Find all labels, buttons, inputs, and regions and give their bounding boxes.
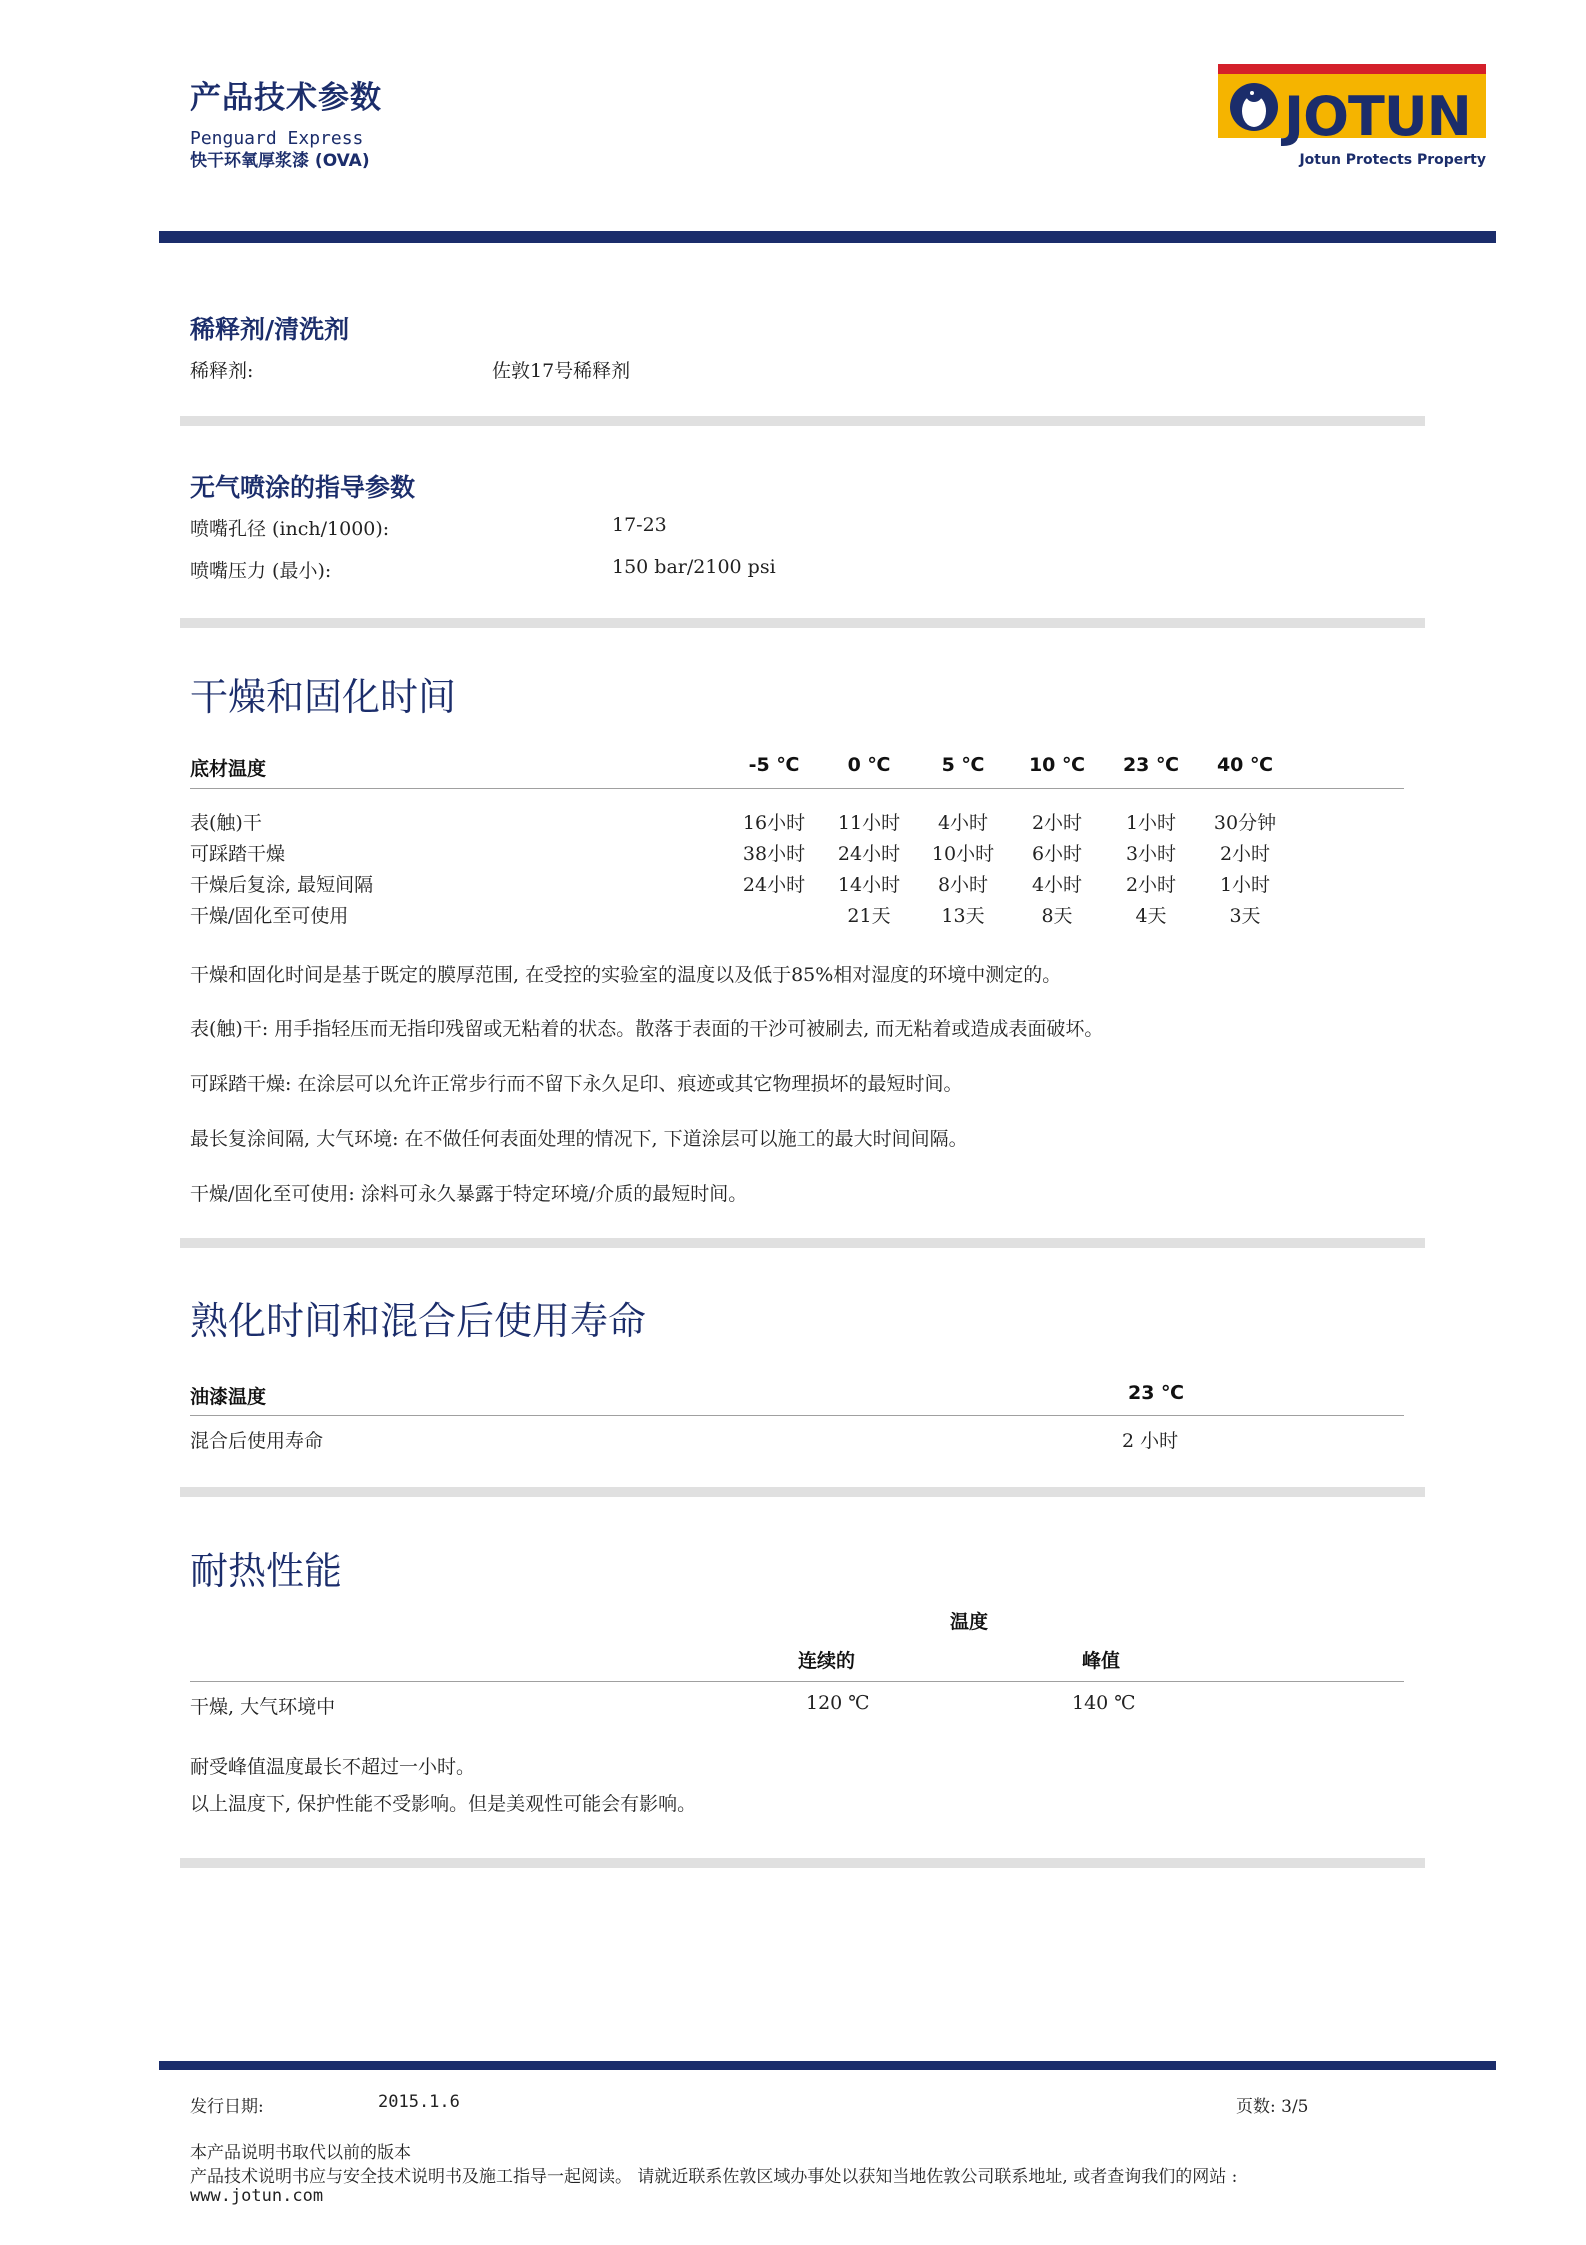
table-cell: 3天 bbox=[1229, 905, 1261, 927]
issue-date-label: 发行日期: bbox=[190, 2097, 264, 2117]
drying-note: 干燥和固化时间是基于既定的膜厚范围, 在受控的实验室的温度以及低于85%相对湿度的环境中测定的。 bbox=[190, 964, 1062, 986]
temp-header: -5 ℃ bbox=[748, 754, 800, 776]
table-cell: 24小时 bbox=[837, 843, 901, 865]
thinner-value: 佐敦17号稀释剂 bbox=[492, 360, 631, 382]
thinner-label: 稀释剂: bbox=[190, 360, 254, 382]
header-divider bbox=[159, 231, 1496, 243]
potlife-header-label: 油漆温度 bbox=[190, 1386, 267, 1408]
table-cell: 10小时 bbox=[931, 843, 995, 865]
product-name-en: Penguard Express bbox=[190, 128, 364, 149]
logo-yellow-block bbox=[1218, 74, 1486, 148]
table-cell: 4天 bbox=[1135, 905, 1167, 927]
footer-line: 本产品说明书取代以前的版本 bbox=[190, 2143, 411, 2163]
issue-date: 2015.1.6 bbox=[378, 2092, 460, 2112]
heat-note: 以上温度下, 保护性能不受影响。但是美观性可能会有影响。 bbox=[190, 1793, 697, 1815]
footer-divider bbox=[159, 2061, 1496, 2070]
table-cell: 2小时 bbox=[1219, 843, 1271, 865]
section-separator bbox=[180, 1487, 1425, 1497]
temp-header: 10 ℃ bbox=[1028, 754, 1086, 776]
table-cell: 1小时 bbox=[1219, 874, 1271, 896]
table-cell: 21天 bbox=[847, 905, 891, 927]
jotun-logo bbox=[1218, 64, 1486, 174]
table-cell: 13天 bbox=[941, 905, 985, 927]
table-cell: 2小时 bbox=[1031, 812, 1083, 834]
heat-col-peak: 峰值 bbox=[1082, 1650, 1121, 1672]
table-row-label: 表(触)干 bbox=[190, 812, 262, 834]
table-rule bbox=[190, 788, 1404, 789]
potlife-title: 熟化时间和混合后使用寿命 bbox=[190, 1299, 647, 1343]
table-row-label: 干燥后复涂, 最短间隔 bbox=[190, 874, 374, 896]
temp-header: 0 ℃ bbox=[847, 754, 891, 776]
section-separator bbox=[180, 618, 1425, 628]
temp-header: 23 ℃ bbox=[1122, 754, 1180, 776]
drying-header-label: 底材温度 bbox=[190, 758, 267, 780]
heat-row-label: 干燥, 大气环境中 bbox=[190, 1696, 336, 1718]
airless-title: 无气喷涂的指导参数 bbox=[190, 473, 416, 502]
potlife-row-value: 2 小时 bbox=[1122, 1430, 1179, 1452]
nozzle-pressure-label: 喷嘴压力 (最小): bbox=[190, 560, 332, 582]
heat-continuous-value: 120 ℃ bbox=[806, 1692, 870, 1714]
temp-header: 40 ℃ bbox=[1216, 754, 1274, 776]
table-cell: 14小时 bbox=[837, 874, 901, 896]
table-cell: 4小时 bbox=[937, 812, 989, 834]
table-row-label: 干燥/固化至可使用 bbox=[190, 905, 349, 927]
drying-note: 干燥/固化至可使用: 涂料可永久暴露于特定环境/介质的最短时间。 bbox=[190, 1183, 748, 1205]
table-cell: 6小时 bbox=[1031, 843, 1083, 865]
potlife-row-label: 混合后使用寿命 bbox=[190, 1430, 324, 1452]
nozzle-pressure-value: 150 bar/2100 psi bbox=[612, 556, 776, 578]
table-cell: 30分钟 bbox=[1213, 812, 1277, 834]
page-number: 页数: 3/5 bbox=[1236, 2097, 1309, 2117]
penguin-icon bbox=[1228, 80, 1280, 134]
heat-title: 耐热性能 bbox=[190, 1549, 343, 1593]
potlife-temp: 23 ℃ bbox=[1128, 1382, 1185, 1404]
table-cell: 1小时 bbox=[1125, 812, 1177, 834]
table-cell: 16小时 bbox=[742, 812, 806, 834]
table-cell: 8小时 bbox=[937, 874, 989, 896]
product-name bbox=[190, 128, 370, 172]
drying-title: 干燥和固化时间 bbox=[190, 675, 457, 719]
table-cell: 3小时 bbox=[1125, 843, 1177, 865]
logo-wordmark: JOTUN bbox=[1284, 85, 1471, 148]
thinner-title: 稀释剂/清洗剂 bbox=[190, 315, 350, 344]
nozzle-tip-value: 17-23 bbox=[612, 514, 667, 536]
heat-note: 耐受峰值温度最长不超过一小时。 bbox=[190, 1756, 476, 1778]
table-rule bbox=[190, 1415, 1404, 1416]
drying-note: 表(触)干: 用手指轻压而无指印残留或无粘着的状态。散落于表面的干沙可被刷去, 而无粘着或造成表面破坏。 bbox=[190, 1018, 1104, 1040]
section-separator bbox=[180, 1238, 1425, 1248]
table-cell: 2小时 bbox=[1125, 874, 1177, 896]
table-cell: 38小时 bbox=[742, 843, 806, 865]
section-separator bbox=[180, 416, 1425, 426]
footer-website: www.jotun.com bbox=[190, 2186, 324, 2206]
table-cell: 8天 bbox=[1041, 905, 1073, 927]
table-cell: 24小时 bbox=[742, 874, 806, 896]
drying-note: 最长复涂间隔, 大气环境: 在不做任何表面处理的情况下, 下道涂层可以施工的最大时间间隔。 bbox=[190, 1128, 968, 1150]
table-rule bbox=[190, 1681, 1404, 1682]
logo-red-stripe bbox=[1218, 64, 1486, 74]
product-name-cn: 快干环氧厚浆漆 (OVA) bbox=[190, 151, 370, 171]
section-separator bbox=[180, 1858, 1425, 1868]
footer-line: 产品技术说明书应与安全技术说明书及施工指导一起阅读。 请就近联系佐敦区域办事处以获知当地佐敦公司联系地址, 或者查询我们的网站 : bbox=[190, 2167, 1238, 2187]
nozzle-tip-label: 喷嘴孔径 (inch/1000): bbox=[190, 518, 390, 540]
heat-peak-value: 140 ℃ bbox=[1072, 1692, 1136, 1714]
table-cell: 11小时 bbox=[837, 812, 901, 834]
heat-group-label: 温度 bbox=[950, 1611, 989, 1633]
temp-header: 5 ℃ bbox=[941, 754, 985, 776]
table-row-label: 可踩踏干燥 bbox=[190, 843, 286, 865]
drying-note: 可踩踏干燥: 在涂层可以允许正常步行而不留下永久足印、痕迹或其它物理损坏的最短时间。 bbox=[190, 1073, 963, 1095]
table-cell: 4小时 bbox=[1031, 874, 1083, 896]
logo-tagline: Jotun Protects Property bbox=[1299, 152, 1486, 168]
heat-col-continuous: 连续的 bbox=[798, 1650, 856, 1672]
page-title: 产品技术参数 bbox=[190, 80, 382, 116]
